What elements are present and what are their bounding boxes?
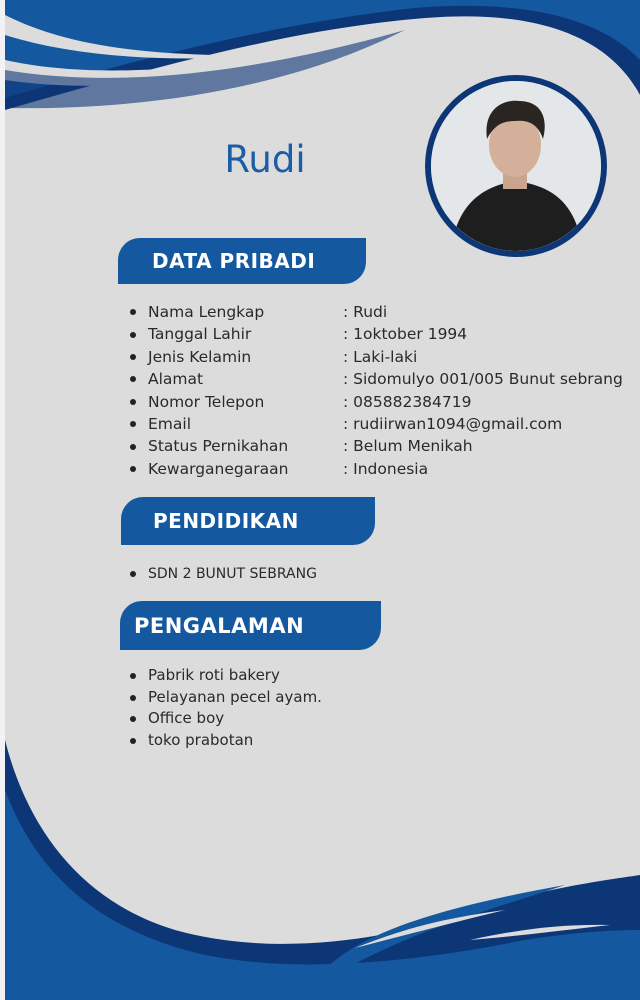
candidate-name: Rudi	[224, 138, 306, 181]
personal-data-list	[125, 301, 623, 480]
profile-photo	[425, 75, 607, 257]
list-item: toko prabotan	[125, 730, 322, 752]
list-item	[125, 301, 623, 323]
list-item	[125, 323, 623, 345]
section-title: PENDIDIKAN	[153, 509, 299, 533]
field-label: Nama Lengkap	[148, 303, 265, 321]
section-header-experience	[120, 601, 381, 650]
section-title: DATA PRIBADI	[152, 249, 316, 273]
list-item: Pelayanan pecel ayam.	[125, 687, 322, 709]
list-item	[125, 391, 623, 413]
field-value: : 1oktober 1994	[343, 325, 468, 344]
list-item	[125, 413, 623, 435]
section-title: PENGALAMAN	[134, 613, 305, 638]
field-value: : 085882384719	[343, 392, 472, 411]
education-list	[125, 563, 317, 585]
field-label: Alamat	[148, 370, 204, 389]
field-value: : rudiirwan1094@gmail.com	[343, 414, 563, 433]
list-item: SDN 2 BUNUT SEBRANG	[125, 563, 317, 585]
field-value: : Belum Menikah	[343, 437, 473, 456]
experience-list	[125, 665, 322, 752]
field-label: Tanggal Lahir	[148, 325, 252, 344]
field-value: : Sidomulyo 001/005 Bunut sebrang	[343, 370, 623, 389]
list-item: Pabrik roti bakery	[125, 665, 322, 687]
section-header-education	[121, 497, 375, 545]
list-item	[125, 458, 623, 480]
list-item	[125, 435, 623, 457]
field-label: Nomor Telepon	[148, 392, 265, 411]
section-header-personal-data	[118, 238, 366, 284]
field-value: : Rudi	[343, 303, 388, 321]
field-value: : Laki-laki	[343, 347, 418, 366]
list-item	[125, 368, 623, 390]
resume-page	[5, 0, 640, 1000]
list-item: Office boy	[125, 708, 322, 730]
field-label: Jenis Kelamin	[148, 347, 252, 366]
field-value: : Indonesia	[343, 459, 429, 478]
field-label: Kewarganegaraan	[148, 459, 289, 478]
person-photo-icon	[431, 81, 601, 251]
list-item	[125, 346, 623, 368]
field-label: Email	[148, 414, 192, 433]
field-label: Status Pernikahan	[148, 437, 289, 456]
